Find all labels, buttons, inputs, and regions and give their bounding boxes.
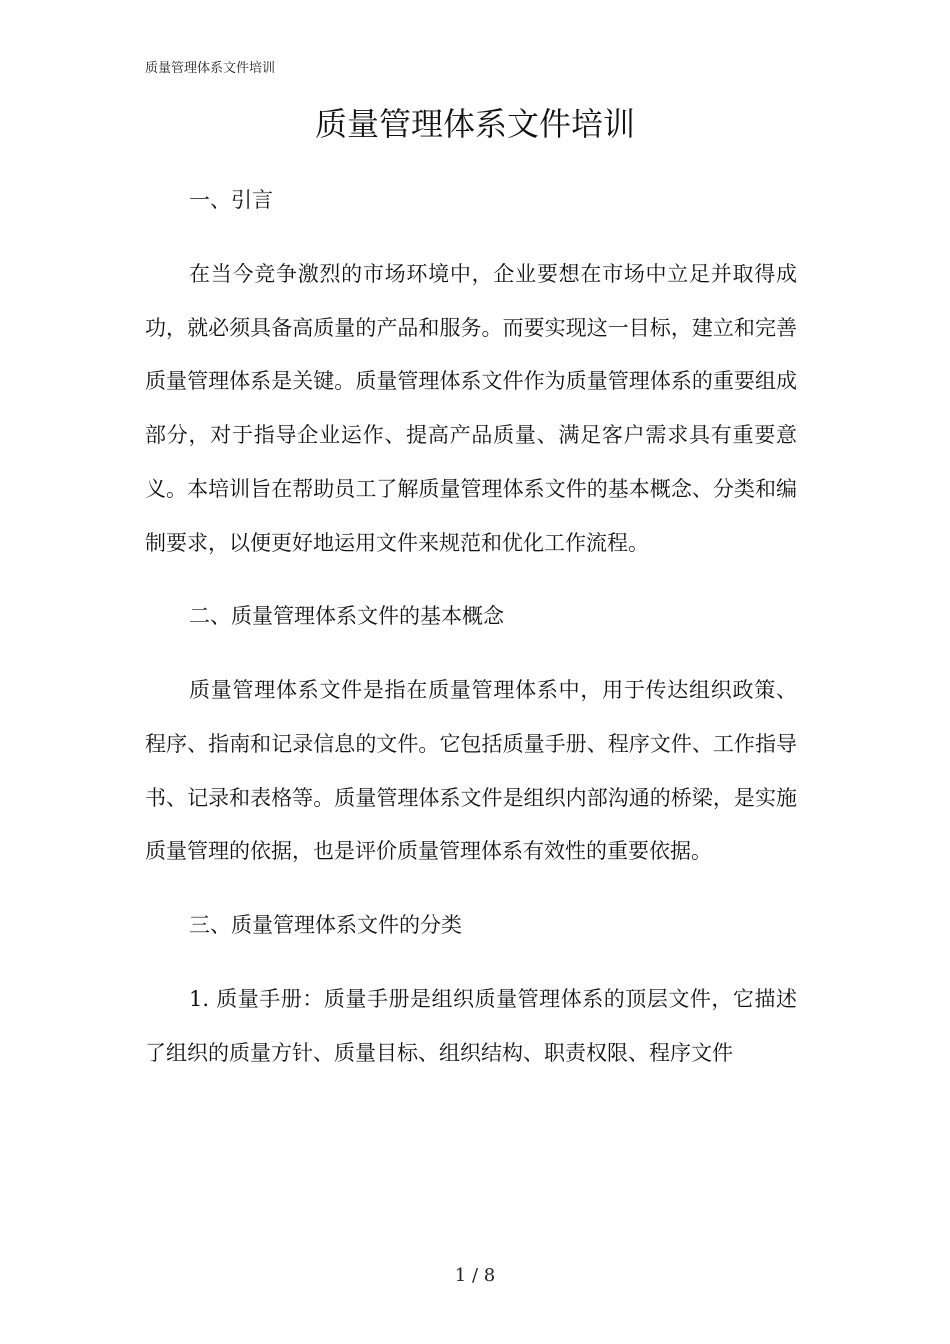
page-number: 1 / 8 — [454, 1265, 496, 1286]
paragraph: 在当今竞争激烈的市场环境中，企业要想在市场中立足并取得成功，就必须具备高质量的产品和服务。而要实现这一目标，建立和完善质量管理体系是关键。质量管理体系文件作为质量管理体系的重要组成部分，对于指导企业运作、提高产品质量、满足客户需求具有重要意义。本培训旨在帮助员工了解质量管理体系文件的基本概念、分类和编制要求，以便更好地运用文件来规范和优化工作流程。 — [145, 262, 797, 555]
running-header: 质量管理体系文件培训 — [145, 61, 276, 76]
section-heading: 三、质量管理体系文件的分类 — [189, 913, 462, 938]
document-title: 质量管理体系文件培训 — [314, 105, 635, 143]
section-heading: 一、引言 — [189, 188, 273, 212]
section-classification — [145, 905, 797, 1080]
section-heading: 二、质量管理体系文件的基本概念 — [189, 604, 504, 629]
document-body — [145, 180, 797, 1106]
paragraph: 1. 质量手册：质量手册是组织质量管理体系的顶层文件，它描述了组织的质量方针、质量目标、组织结构、职责权限、程序文件 — [145, 987, 797, 1065]
section-introduction — [145, 180, 797, 570]
paragraph: 质量管理体系文件是指在质量管理体系中，用于传达组织政策、程序、指南和记录信息的文件。它包括质量手册、程序文件、工作指导书、记录和表格等。质量管理体系文件是组织内部沟通的桥梁，是实施质量管理的依据，也是评价质量管理体系有效性的重要依据。 — [145, 678, 797, 864]
section-basic-concepts — [145, 596, 797, 879]
